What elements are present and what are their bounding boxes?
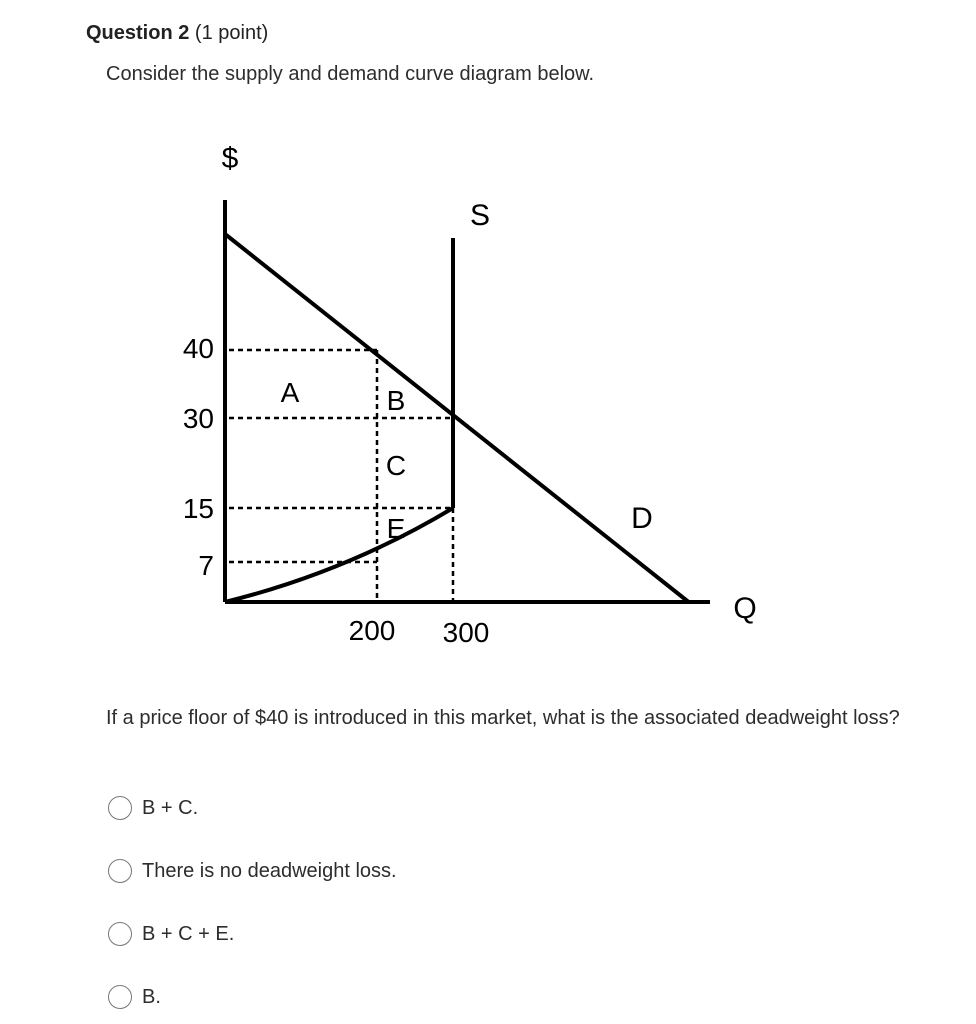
question-header [86, 22, 268, 45]
supply-curve-base [225, 508, 453, 602]
x-tick-label-200: 200 [348, 615, 396, 646]
question-points: (1 point) [194, 22, 269, 44]
answer-option-1[interactable] [108, 796, 198, 820]
supply-demand-diagram [150, 130, 790, 660]
area-label-b: B [386, 385, 406, 416]
answer-option-2[interactable] [108, 859, 397, 883]
diagram-svg [150, 130, 790, 660]
answer-option-4[interactable] [108, 985, 161, 1009]
x-axis-label: Q [733, 592, 757, 625]
y-tick-label-30: 30 [182, 403, 214, 434]
y-tick-label-15: 15 [182, 493, 214, 524]
y-tick-label-40: 40 [182, 333, 214, 364]
question-number: Question 2 [86, 22, 190, 44]
answer-option-label: B + C. [142, 796, 199, 819]
area-label-e: E [386, 513, 406, 544]
y-axis-label: $ [221, 142, 239, 175]
answer-option-label: B. [142, 985, 161, 1008]
demand-label: D [631, 502, 653, 535]
answer-option-label: B + C + E. [142, 922, 235, 945]
question-prompt: If a price floor of $40 is introduced in this market, what is the associated deadweight loss? [106, 707, 900, 729]
radio-button[interactable] [108, 985, 132, 1009]
area-label-c: C [385, 450, 407, 481]
answer-option-3[interactable] [108, 922, 234, 946]
radio-button[interactable] [108, 859, 132, 883]
radio-button[interactable] [108, 922, 132, 946]
x-tick-label-300: 300 [442, 617, 490, 648]
question-intro: Consider the supply and demand curve diagram below. [106, 63, 595, 85]
supply-label: S [469, 199, 491, 232]
radio-button[interactable] [108, 796, 132, 820]
y-tick-label-7: 7 [198, 550, 214, 581]
answer-option-label: There is no deadweight loss. [142, 859, 397, 882]
area-label-a: A [280, 377, 300, 408]
